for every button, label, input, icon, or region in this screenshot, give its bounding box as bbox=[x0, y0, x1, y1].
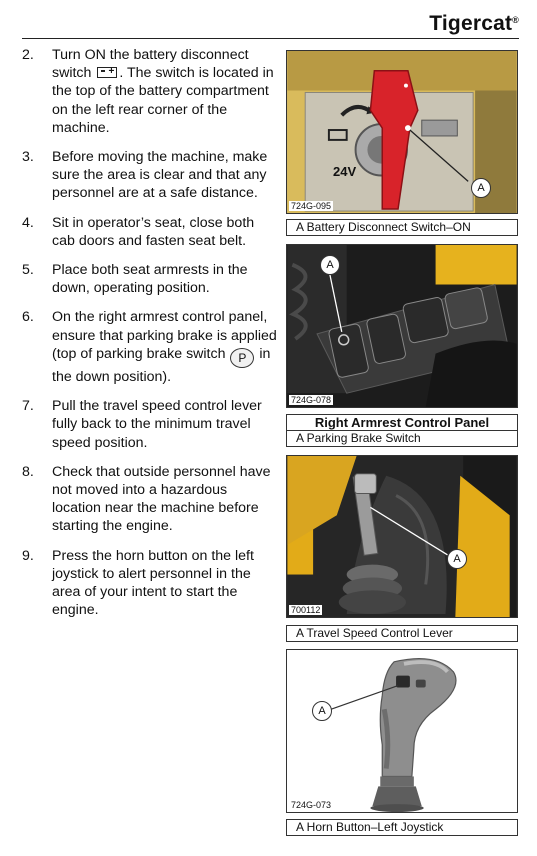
callout-a: A bbox=[447, 549, 467, 569]
step-7: 7. Pull the travel speed control lever fully back to the minimum travel speed position. bbox=[22, 398, 262, 451]
step-6: 6. On the right armrest control panel, ensure that parking brake is applied (top of parking brake switch P in the down position). bbox=[22, 309, 277, 385]
figure-id: 724G-095 bbox=[291, 201, 332, 211]
header-rule bbox=[22, 38, 519, 39]
battery-icon bbox=[97, 67, 117, 78]
voltage-label: 24V bbox=[333, 164, 357, 179]
step-9: 9. Press the horn button on the left joystick to alert personnel in the area of your intent to start the engine. bbox=[22, 547, 254, 619]
figure-id: 724G-078 bbox=[291, 395, 332, 405]
step-8: 8. Check that outside personnel have not moved into a hazardous location near the machine before starting the engine. bbox=[22, 463, 271, 535]
figure-title-armrest-panel: Right Armrest Control Panel bbox=[286, 414, 518, 431]
figure-speed-lever-photo bbox=[286, 455, 518, 618]
figure-battery-switch-photo bbox=[286, 50, 518, 214]
callout-a: A bbox=[320, 255, 340, 275]
figure-armrest-panel-photo bbox=[286, 244, 518, 408]
caption-speed-lever: A Travel Speed Control Lever bbox=[286, 625, 518, 642]
caption-parking-brake: A Parking Brake Switch bbox=[286, 430, 518, 447]
figure-joystick-photo bbox=[286, 649, 518, 813]
figure-id: 724G-073 bbox=[291, 800, 332, 810]
speed-lever-illustration bbox=[287, 456, 517, 617]
step-4: 4. Sit in operator’s seat, close both cab doors and fasten seat belt. bbox=[22, 214, 255, 249]
parking-brake-icon: P bbox=[230, 348, 254, 368]
caption-horn-button: A Horn Button–Left Joystick bbox=[286, 819, 518, 836]
brand-logo: Tigercat® bbox=[429, 12, 519, 35]
step-2: 2. Turn ON the battery disconnect switch +. The switch is located in the top of the battery compartment on the left rear corner of the machine. bbox=[22, 46, 277, 137]
step-5: 5. Place both seat armrests in the down, operating position. bbox=[22, 262, 248, 297]
caption-battery-switch: A Battery Disconnect Switch–ON bbox=[286, 219, 518, 236]
callout-a: A bbox=[471, 178, 491, 198]
figure-id: 700112 bbox=[291, 605, 321, 615]
joystick-illustration bbox=[287, 650, 517, 812]
callout-a: A bbox=[312, 701, 332, 721]
procedure-steps bbox=[22, 46, 277, 619]
step-3: 3. Before moving the machine, make sure the area is clear and that any personnel are at a safe distance. bbox=[22, 149, 268, 202]
